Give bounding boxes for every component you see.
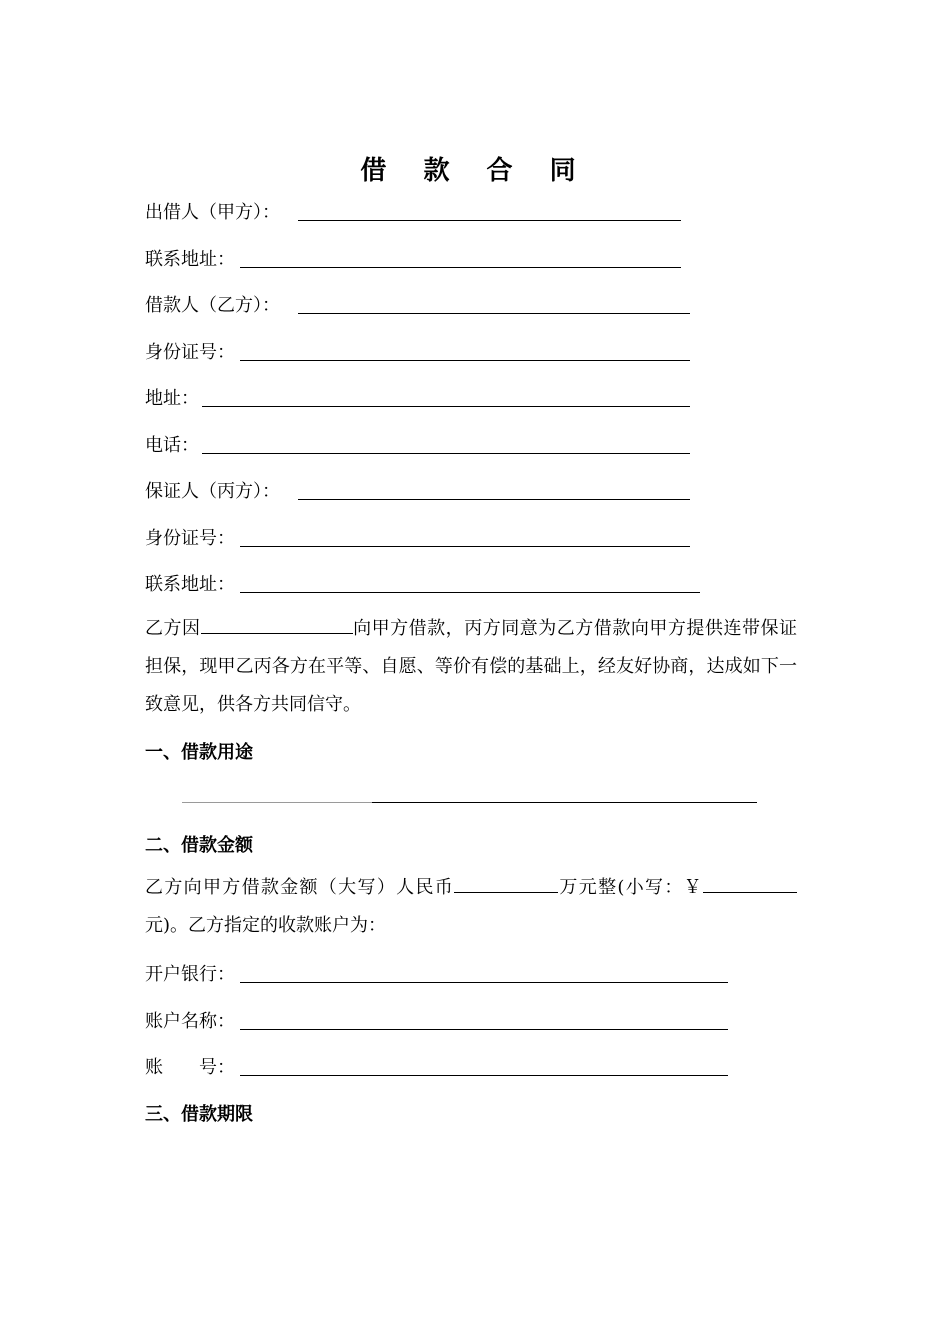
borrower-id-line[interactable] <box>240 360 690 361</box>
lender-field <box>145 198 685 228</box>
borrower-phone-line[interactable] <box>202 453 690 454</box>
lender-address-label: 联系地址： <box>145 249 235 270</box>
lender-address-field <box>145 245 685 275</box>
amount-lowercase-blank[interactable] <box>703 872 797 893</box>
purpose-line-black <box>372 802 757 803</box>
amount-text-2: 万元整(小写：￥ <box>558 877 703 898</box>
borrower-id-field <box>145 338 695 368</box>
intro-text-rest: 向甲方借款，丙方同意为乙方借款向甲方提供连带保证担保，现甲乙丙各方在平等、自愿、等价有偿的基础上，经友好协商，达成如下一致意见，供各方共同信守。 <box>145 618 798 715</box>
guarantor-address-line[interactable] <box>240 592 700 593</box>
intro-text-start: 乙方因 <box>145 618 201 639</box>
borrower-field <box>145 291 695 321</box>
guarantor-address-field <box>145 570 705 600</box>
borrower-label: 借款人（乙方）： <box>145 295 280 316</box>
amount-text-3: 元)。乙方指定的收款账户为： <box>145 915 387 936</box>
account-name-line[interactable] <box>240 1029 728 1030</box>
guarantor-id-line[interactable] <box>240 546 690 547</box>
borrower-line[interactable] <box>298 313 690 314</box>
lender-line[interactable] <box>298 220 681 221</box>
guarantor-id-field <box>145 524 695 554</box>
guarantor-id-label: 身份证号： <box>145 528 235 549</box>
loan-reason-blank[interactable] <box>201 613 353 634</box>
account-name-label: 账户名称： <box>145 1011 235 1032</box>
borrower-phone-field <box>145 431 695 461</box>
contract-title: 借 款 合 同 <box>360 156 590 186</box>
guarantor-field <box>145 477 695 507</box>
amount-paragraph <box>145 869 797 945</box>
borrower-id-label: 身份证号： <box>145 342 235 363</box>
bank-line[interactable] <box>240 982 728 983</box>
borrower-phone-label: 电话： <box>145 435 199 456</box>
purpose-line-gray <box>182 802 372 803</box>
amount-text-1: 乙方向甲方借款金额（大写）人民币 <box>145 877 455 898</box>
guarantor-label: 保证人（丙方）： <box>145 481 280 502</box>
guarantor-line[interactable] <box>298 499 690 500</box>
account-name-field <box>145 1007 735 1037</box>
section-3-heading: 三、借款期限 <box>145 1104 253 1125</box>
borrower-address-field <box>145 384 695 414</box>
section-1-heading: 一、借款用途 <box>145 742 253 763</box>
bank-label: 开户银行： <box>145 964 235 985</box>
lender-label: 出借人（甲方）： <box>145 202 280 223</box>
account-no-label: 账 号： <box>145 1057 235 1078</box>
intro-paragraph <box>145 610 797 724</box>
account-no-field <box>145 1053 735 1083</box>
bank-field <box>145 960 735 990</box>
lender-address-line[interactable] <box>240 267 681 268</box>
borrower-address-line[interactable] <box>202 406 690 407</box>
borrower-address-label: 地址： <box>145 388 199 409</box>
amount-uppercase-blank[interactable] <box>454 872 558 893</box>
guarantor-address-label: 联系地址： <box>145 574 235 595</box>
section-2-heading: 二、借款金额 <box>145 835 253 856</box>
account-no-line[interactable] <box>240 1075 728 1076</box>
